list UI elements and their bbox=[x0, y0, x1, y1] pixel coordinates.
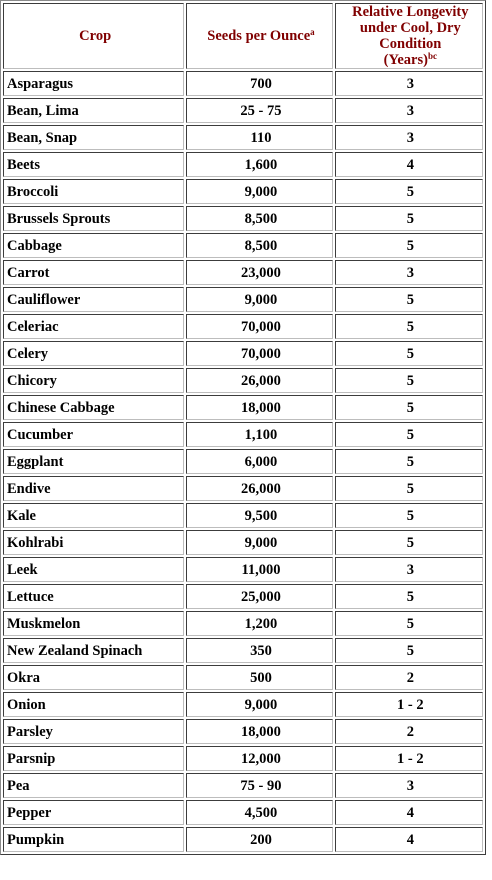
table-row bbox=[3, 98, 483, 123]
table-row bbox=[3, 449, 483, 474]
table-row bbox=[3, 773, 483, 798]
seeds-per-ounce-cell: 70,000 bbox=[186, 314, 332, 339]
header-longevity-line1: Relative Longevity bbox=[352, 4, 469, 20]
crop-cell: Brussels Sprouts bbox=[3, 206, 184, 231]
seeds-per-ounce-cell: 25,000 bbox=[186, 584, 332, 609]
longevity-years-cell: 3 bbox=[335, 71, 483, 96]
table-row bbox=[3, 692, 483, 717]
seeds-per-ounce-cell: 6,000 bbox=[186, 449, 332, 474]
table-row bbox=[3, 152, 483, 177]
table-row bbox=[3, 422, 483, 447]
table-row bbox=[3, 233, 483, 258]
table-row bbox=[3, 530, 483, 555]
seeds-per-ounce-cell: 23,000 bbox=[186, 260, 332, 285]
crop-cell: Cauliflower bbox=[3, 287, 184, 312]
seeds-per-ounce-cell: 200 bbox=[186, 827, 332, 852]
crop-cell: Carrot bbox=[3, 260, 184, 285]
longevity-years-cell: 5 bbox=[335, 611, 483, 636]
longevity-years-cell: 5 bbox=[335, 422, 483, 447]
crop-cell: Celery bbox=[3, 341, 184, 366]
longevity-years-cell: 5 bbox=[335, 179, 483, 204]
longevity-years-cell: 5 bbox=[335, 584, 483, 609]
longevity-years-cell: 5 bbox=[335, 638, 483, 663]
crop-cell: New Zealand Spinach bbox=[3, 638, 184, 663]
table-row bbox=[3, 800, 483, 825]
longevity-years-cell: 5 bbox=[335, 314, 483, 339]
table-row bbox=[3, 260, 483, 285]
longevity-years-cell: 2 bbox=[335, 719, 483, 744]
table-row bbox=[3, 314, 483, 339]
crop-cell: Kohlrabi bbox=[3, 530, 184, 555]
seeds-per-ounce-cell: 12,000 bbox=[186, 746, 332, 771]
header-seeds-label: Seeds per Ounce bbox=[207, 28, 311, 44]
header-longevity-footnote-marker: bc bbox=[427, 51, 437, 61]
table-row bbox=[3, 71, 483, 96]
table-body bbox=[3, 71, 483, 852]
seeds-per-ounce-cell: 1,200 bbox=[186, 611, 332, 636]
longevity-years-cell: 4 bbox=[335, 800, 483, 825]
longevity-years-cell: 5 bbox=[335, 476, 483, 501]
seeds-per-ounce-cell: 18,000 bbox=[186, 395, 332, 420]
crop-cell: Chinese Cabbage bbox=[3, 395, 184, 420]
header-row bbox=[3, 3, 483, 69]
longevity-years-cell: 3 bbox=[335, 557, 483, 582]
header-seeds-footnote-marker: a bbox=[310, 27, 315, 37]
seeds-per-ounce-cell: 8,500 bbox=[186, 233, 332, 258]
header-longevity-line3: Condition bbox=[379, 36, 442, 52]
header-crop bbox=[3, 3, 184, 69]
table-row bbox=[3, 341, 483, 366]
header-longevity-line4: (Years) bbox=[383, 52, 428, 68]
seeds-per-ounce-cell: 350 bbox=[186, 638, 332, 663]
crop-cell: Asparagus bbox=[3, 71, 184, 96]
longevity-years-cell: 5 bbox=[335, 341, 483, 366]
crop-cell: Okra bbox=[3, 665, 184, 690]
longevity-years-cell: 5 bbox=[335, 368, 483, 393]
longevity-years-cell: 3 bbox=[335, 260, 483, 285]
table-row bbox=[3, 746, 483, 771]
table-row bbox=[3, 503, 483, 528]
seeds-per-ounce-cell: 9,000 bbox=[186, 530, 332, 555]
crop-cell: Onion bbox=[3, 692, 184, 717]
seeds-per-ounce-cell: 25 - 75 bbox=[186, 98, 332, 123]
crop-cell: Beets bbox=[3, 152, 184, 177]
seeds-per-ounce-cell: 9,000 bbox=[186, 179, 332, 204]
seeds-per-ounce-cell: 700 bbox=[186, 71, 332, 96]
crop-cell: Eggplant bbox=[3, 449, 184, 474]
header-longevity-line2: under Cool, Dry bbox=[359, 20, 461, 36]
crop-cell: Endive bbox=[3, 476, 184, 501]
longevity-years-cell: 2 bbox=[335, 665, 483, 690]
crop-cell: Cucumber bbox=[3, 422, 184, 447]
table-row bbox=[3, 125, 483, 150]
crop-cell: Muskmelon bbox=[3, 611, 184, 636]
seeds-per-ounce-cell: 9,500 bbox=[186, 503, 332, 528]
longevity-years-cell: 4 bbox=[335, 152, 483, 177]
longevity-years-cell: 4 bbox=[335, 827, 483, 852]
table-row bbox=[3, 557, 483, 582]
crop-cell: Parsley bbox=[3, 719, 184, 744]
crop-cell: Broccoli bbox=[3, 179, 184, 204]
seeds-per-ounce-cell: 8,500 bbox=[186, 206, 332, 231]
seeds-per-ounce-cell: 26,000 bbox=[186, 368, 332, 393]
seeds-per-ounce-cell: 110 bbox=[186, 125, 332, 150]
table-row bbox=[3, 638, 483, 663]
crop-cell: Pepper bbox=[3, 800, 184, 825]
crop-cell: Kale bbox=[3, 503, 184, 528]
crop-cell: Bean, Lima bbox=[3, 98, 184, 123]
seeds-per-ounce-cell: 70,000 bbox=[186, 341, 332, 366]
table-row bbox=[3, 584, 483, 609]
seeds-per-ounce-cell: 75 - 90 bbox=[186, 773, 332, 798]
longevity-years-cell: 5 bbox=[335, 287, 483, 312]
seeds-per-ounce-cell: 9,000 bbox=[186, 287, 332, 312]
seeds-per-ounce-cell: 4,500 bbox=[186, 800, 332, 825]
table-row bbox=[3, 665, 483, 690]
crop-cell: Pea bbox=[3, 773, 184, 798]
crop-cell: Pumpkin bbox=[3, 827, 184, 852]
table-row bbox=[3, 395, 483, 420]
table-row bbox=[3, 611, 483, 636]
longevity-years-cell: 5 bbox=[335, 530, 483, 555]
crop-cell: Leek bbox=[3, 557, 184, 582]
seeds-per-ounce-cell: 18,000 bbox=[186, 719, 332, 744]
longevity-years-cell: 1 - 2 bbox=[335, 746, 483, 771]
longevity-years-cell: 3 bbox=[335, 125, 483, 150]
longevity-years-cell: 5 bbox=[335, 206, 483, 231]
seeds-per-ounce-cell: 9,000 bbox=[186, 692, 332, 717]
seeds-per-ounce-cell: 500 bbox=[186, 665, 332, 690]
longevity-years-cell: 5 bbox=[335, 233, 483, 258]
seeds-per-ounce-cell: 1,600 bbox=[186, 152, 332, 177]
seeds-per-ounce-cell: 11,000 bbox=[186, 557, 332, 582]
longevity-years-cell: 3 bbox=[335, 773, 483, 798]
table-row bbox=[3, 368, 483, 393]
header-seeds-per-ounce bbox=[186, 3, 332, 69]
table-row bbox=[3, 179, 483, 204]
crop-cell: Bean, Snap bbox=[3, 125, 184, 150]
longevity-years-cell: 5 bbox=[335, 449, 483, 474]
longevity-years-cell: 1 - 2 bbox=[335, 692, 483, 717]
longevity-years-cell: 5 bbox=[335, 395, 483, 420]
crop-cell: Parsnip bbox=[3, 746, 184, 771]
seeds-per-ounce-cell: 26,000 bbox=[186, 476, 332, 501]
seeds-per-ounce-cell: 1,100 bbox=[186, 422, 332, 447]
table-row bbox=[3, 719, 483, 744]
crop-cell: Lettuce bbox=[3, 584, 184, 609]
header-crop-label: Crop bbox=[79, 28, 112, 44]
table-row bbox=[3, 827, 483, 852]
table-row bbox=[3, 206, 483, 231]
table-row bbox=[3, 476, 483, 501]
longevity-years-cell: 5 bbox=[335, 503, 483, 528]
longevity-years-cell: 3 bbox=[335, 98, 483, 123]
table-row bbox=[3, 287, 483, 312]
crop-cell: Celeriac bbox=[3, 314, 184, 339]
crop-cell: Chicory bbox=[3, 368, 184, 393]
header-relative-longevity bbox=[335, 3, 483, 69]
crop-cell: Cabbage bbox=[3, 233, 184, 258]
